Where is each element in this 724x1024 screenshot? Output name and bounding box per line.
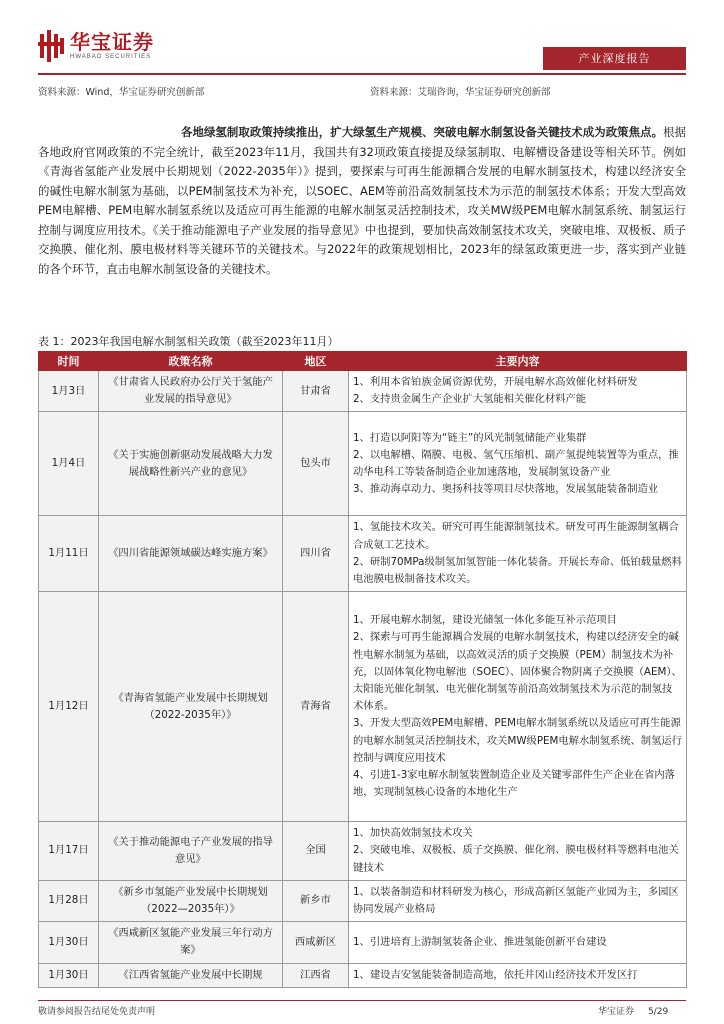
row-policy-name: 《新乡市氢能产业发展中长期规划（2022—2035年）》	[99, 880, 283, 921]
content-line: 1、建设吉安氢能装备制造高地，依托井冈山经济技术开发区打	[353, 968, 638, 981]
row-content	[349, 592, 687, 822]
row-region: 江西省	[283, 963, 349, 987]
table-row	[39, 822, 687, 881]
row-date: 1月3日	[39, 371, 99, 412]
footer-divider	[38, 1000, 686, 1001]
header-region: 地区	[283, 352, 349, 371]
content-line: 2、研制70MPa级制氢加氢智能一体化装备。开展长寿命、低铂载量燃料电池膜电极制备技术攻关。	[353, 555, 682, 586]
footer-info	[598, 1004, 668, 1017]
table-row	[39, 592, 687, 822]
row-content	[349, 880, 687, 921]
table-row	[39, 880, 687, 921]
content-line: 1、氢能技术攻关。研究可再生能源制氢技术。研发可再生能源制氢耦合合成氨工艺技术。	[353, 521, 679, 551]
row-policy-name: 《关于实施创新驱动发展战略大力发展战略性新兴产业的意见》	[99, 412, 283, 516]
footer-disclaimer: 敬请参阅报告结尾处免责声明	[38, 1007, 156, 1017]
table-row	[39, 371, 687, 412]
content-line: 1、打造以阿阳等为“链主”的风光制氢储能产业集群	[353, 431, 587, 444]
content-line: 1、引进培育上游制氢装备企业、推进氢能创新平台建设	[353, 935, 607, 948]
row-region: 甘肃省	[283, 371, 349, 412]
row-content	[349, 822, 687, 881]
table-row	[39, 922, 687, 963]
paragraph-lead: 各地绿氢制取政策持续推出，扩大绿氢生产规模、突破电解水制氢设备关键技术成为政策焦点。	[181, 125, 664, 139]
row-content	[349, 412, 687, 516]
report-type-tag: 产业深度报告	[543, 47, 686, 70]
source-note-right: 资料来源：艾瑞咨询，华宝证券研究创新部	[370, 87, 551, 98]
paragraph-body: 根据各地政府官网政策的不完全统计，截至2023年11月，我国共有32项政策直接提及绿氢制取、电解槽设备建设等相关环节。例如《青海省氢能产业发展中长期规划（2022-2035年）》提到，要探索与可再生能源耦合发展的电解水制氢技术，构建以经济安全的碱性电解水制氢为基础，以PEM制氢技术为补充，以SOEC、AEM等前沿高效制氢技术为示范的制氢技术体系；开发大型高效PEM电解槽、PEM电解水制氢系统以及适应可再生能源的电解水制氢灵活控制技术，攻关MW级PEM电解水制氢系统、制氢运行控制与调度应用技术。《关于推动能源电子产业发展的指导意见》中也提到，要加快高效制氢技术攻关，突破电堆、双极板、质子交换膜、催化剂、膜电极材料等关键环节的关键技术。与2022年的政策规划相比，2023年的绿氢政策更进一步，落实到产业链的各个环节，直击电解水制氢设备的关键技术。	[38, 125, 686, 276]
row-date: 1月17日	[39, 822, 99, 881]
policy-table	[38, 351, 687, 988]
row-policy-name: 《四川省能源领域碳达峰实施方案》	[99, 516, 283, 592]
content-line: 2、突破电堆、双极板、质子交换膜、催化剂、膜电极材料等燃料电池关键技术	[353, 844, 679, 874]
body-paragraph	[38, 123, 686, 279]
row-policy-name: 《关于推动能源电子产业发展的指导意见》	[99, 822, 283, 881]
header-policy-name: 政策名称	[99, 352, 283, 371]
logo-english-name: HWABAO SECURITIES	[70, 54, 152, 60]
row-content	[349, 371, 687, 412]
content-line: 3、开发大型高效PEM电解槽、PEM电解水制氢系统以及适应可再生能源的电解水制氢灵活控制技术，攻关MW级PEM电解水制氢系统、制氢运行控制与调度应用技术	[353, 717, 682, 764]
row-date: 1月4日	[39, 412, 99, 516]
hwabao-logo	[38, 30, 154, 62]
row-region: 全国	[283, 822, 349, 881]
table-caption: 表 1：2023年我国电解水制氢相关政策（截至2023年11月）	[38, 335, 339, 348]
table-header-row	[39, 352, 687, 371]
content-line: 3、推动海卓动力、奥扬科技等项目尽快落地，发展氢能装备制造业	[353, 483, 659, 496]
table-row	[39, 516, 687, 592]
row-content	[349, 922, 687, 963]
row-policy-name: 《青海省氢能产业发展中长期规划（2022-2035年）》	[99, 592, 283, 822]
header-date: 时间	[39, 352, 99, 371]
row-region: 西咸新区	[283, 922, 349, 963]
header-content: 主要内容	[349, 352, 687, 371]
content-line: 2、探索与可再生能源耦合发展的电解水制氢技术，构建以经济安全的碱性电解水制氢为基础，以高效灵活的质子交换膜（PEM）制氢技术为补充，以固体氧化物电解池（SOEC）、固体聚合物阴离子交换膜（AEM）、太阳能光催化制氢、电光催化制氢等前沿高效制氢技术为示范的制氢技术体系。	[353, 631, 682, 713]
row-policy-name: 《甘肃省人民政府办公厅关于氢能产业发展的指导意见》	[99, 371, 283, 412]
content-line: 1、利用本省铂族金属资源优势，开展电解水高效催化材料研发	[353, 376, 638, 388]
content-line: 2、以电解槽、隔膜、电极、氢气压缩机、副产氢提纯装置等为重点，推动华电科工等装备制造企业加速落地，发展制氢设备产业	[353, 448, 679, 478]
row-date: 1月28日	[39, 880, 99, 921]
page-number: 5/29	[648, 1007, 669, 1017]
source-note-left: 资料来源：Wind，华宝证券研究创新部	[38, 87, 205, 98]
row-region: 新乡市	[283, 880, 349, 921]
policy-table-body	[39, 371, 687, 988]
content-line: 4、引进1-3家电解水制氢装置制造企业及关键零部件生产企业在省内落地，实现制氢核心设备的本地化生产	[353, 768, 675, 799]
table-row	[39, 412, 687, 516]
content-line: 1、以装备制造和材料研发为核心，形成高新区氢能产业园为主，多园区协同发展产业格局	[353, 885, 679, 916]
row-content	[349, 516, 687, 592]
logo-chinese-name: 华宝证券	[70, 30, 154, 54]
row-date: 1月30日	[39, 963, 99, 987]
header-divider	[38, 73, 686, 75]
table-row	[39, 963, 687, 987]
content-line: 1、开展电解水制氢，建设光储氢一体化多能互补示范项目	[353, 614, 617, 627]
row-region: 包头市	[283, 412, 349, 516]
row-policy-name: 《西咸新区氢能产业发展三年行动方案》	[99, 922, 283, 963]
content-line: 1、加快高效制氢技术攻关	[353, 827, 473, 840]
row-region: 青海省	[283, 592, 349, 822]
row-content	[349, 963, 687, 987]
page-header	[0, 0, 724, 80]
row-date: 1月11日	[39, 516, 99, 592]
content-line: 2、支持贵金属生产企业扩大氢能相关催化材料产能	[353, 393, 587, 406]
hwabao-logo-icon	[38, 30, 66, 62]
row-date: 1月30日	[39, 922, 99, 963]
row-region: 四川省	[283, 516, 349, 592]
row-date: 1月12日	[39, 592, 99, 822]
row-policy-name: 《江西省氢能产业发展中长期规	[99, 963, 283, 987]
footer-brand: 华宝证券	[598, 1007, 635, 1017]
